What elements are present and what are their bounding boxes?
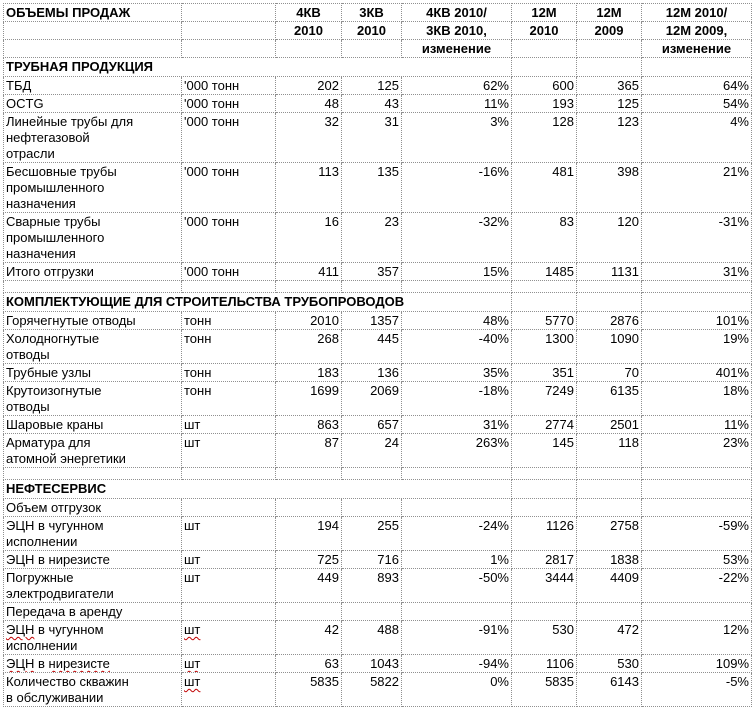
value-cell[interactable]: -94% xyxy=(402,655,512,673)
value-cell[interactable]: 365 xyxy=(577,77,642,95)
column-header-cell[interactable]: 2009 xyxy=(577,22,642,40)
row-label-text: Шаровые краны xyxy=(6,417,104,432)
value-cell[interactable]: 481 xyxy=(512,163,577,213)
misspelled-word: шт xyxy=(184,622,201,637)
value-cell[interactable] xyxy=(342,499,402,517)
value-cell[interactable]: 893 xyxy=(342,569,402,603)
value-cell[interactable]: 5835 xyxy=(276,673,342,707)
table-row xyxy=(4,213,752,263)
row-label[interactable] xyxy=(4,416,182,434)
spacer-cell xyxy=(182,281,276,293)
value-cell[interactable]: 1699 xyxy=(276,382,342,416)
row-label-text: ЭЦН в нирезисте xyxy=(6,656,110,671)
column-header-cell[interactable]: 4КВ xyxy=(276,4,342,22)
value-cell[interactable] xyxy=(402,499,512,517)
value-cell[interactable]: 12% xyxy=(642,621,752,655)
row-label[interactable] xyxy=(4,621,182,655)
value-cell[interactable]: 2774 xyxy=(512,416,577,434)
value-cell[interactable]: 54% xyxy=(642,95,752,113)
value-cell[interactable]: 32 xyxy=(276,113,342,163)
row-label-text: Погружные электродвигатели xyxy=(6,570,114,601)
row-label[interactable] xyxy=(4,364,182,382)
column-header-cell[interactable] xyxy=(577,40,642,58)
column-header-cell[interactable]: 3КВ xyxy=(342,4,402,22)
unit-cell[interactable]: тонн xyxy=(182,312,276,330)
misspelled-word: шт xyxy=(184,656,201,671)
value-cell[interactable]: -24% xyxy=(402,517,512,551)
spacer-cell xyxy=(402,468,512,480)
value-cell[interactable]: 263% xyxy=(402,434,512,468)
section-title-pad-cell xyxy=(642,293,752,312)
value-cell[interactable]: 411 xyxy=(276,263,342,281)
row-label-text: ЭЦН в чугунном исполнении xyxy=(6,622,104,653)
table-row xyxy=(4,312,752,330)
value-cell[interactable]: 398 xyxy=(577,163,642,213)
section-title-pad-cell xyxy=(577,293,642,312)
value-cell[interactable]: 113 xyxy=(276,163,342,213)
value-cell[interactable] xyxy=(642,603,752,621)
column-header-cell[interactable]: изменение xyxy=(642,40,752,58)
misspelled-word: ЭЦН xyxy=(6,622,35,637)
value-cell[interactable]: 11% xyxy=(402,95,512,113)
table-row xyxy=(4,330,752,364)
value-cell[interactable]: 128 xyxy=(512,113,577,163)
section-title[interactable]: КОМПЛЕКТУЮЩИЕ ДЛЯ СТРОИТЕЛЬСТВА ТРУБОПРОВОДОВ xyxy=(4,293,512,312)
value-cell[interactable]: 43 xyxy=(342,95,402,113)
unit-cell[interactable]: шт xyxy=(182,551,276,569)
section-title-pad-cell xyxy=(577,58,642,77)
value-cell[interactable]: 63 xyxy=(276,655,342,673)
value-cell[interactable]: 31% xyxy=(642,263,752,281)
value-cell[interactable]: 23% xyxy=(642,434,752,468)
section-title[interactable]: НЕФТЕСЕРВИС xyxy=(4,480,512,499)
header-unit-empty-cell xyxy=(182,22,276,40)
value-cell[interactable]: 0% xyxy=(402,673,512,707)
spacer-cell xyxy=(402,281,512,293)
value-cell[interactable]: 401% xyxy=(642,364,752,382)
table-row xyxy=(4,551,752,569)
table-row xyxy=(4,364,752,382)
value-cell[interactable]: 3444 xyxy=(512,569,577,603)
value-cell[interactable]: 31% xyxy=(402,416,512,434)
section-header-row xyxy=(4,480,752,499)
value-cell[interactable]: 4409 xyxy=(577,569,642,603)
unit-cell[interactable]: шт xyxy=(182,434,276,468)
value-cell[interactable]: 1485 xyxy=(512,263,577,281)
value-cell[interactable] xyxy=(276,603,342,621)
spacer-cell xyxy=(342,468,402,480)
unit-cell[interactable] xyxy=(182,603,276,621)
header-unit-empty-cell xyxy=(182,4,276,22)
row-label[interactable] xyxy=(4,113,182,163)
unit-cell[interactable]: '000 тонн xyxy=(182,95,276,113)
unit-cell[interactable]: шт xyxy=(182,517,276,551)
subsection-title[interactable] xyxy=(4,499,182,517)
column-header-cell[interactable]: 12М 2009, xyxy=(642,22,752,40)
column-header-cell[interactable]: 2010 xyxy=(342,22,402,40)
row-label[interactable] xyxy=(4,569,182,603)
value-cell[interactable]: 1131 xyxy=(577,263,642,281)
spacer-cell xyxy=(577,281,642,293)
row-label[interactable] xyxy=(4,382,182,416)
misspelled-word: шт xyxy=(184,674,201,689)
value-cell[interactable]: 1126 xyxy=(512,517,577,551)
value-cell[interactable]: 125 xyxy=(342,77,402,95)
value-cell[interactable]: 2817 xyxy=(512,551,577,569)
table-row xyxy=(4,434,752,468)
value-cell[interactable]: 1300 xyxy=(512,330,577,364)
row-label-text: ЭЦН в чугунном исполнении xyxy=(6,518,104,549)
spacer-cell xyxy=(342,281,402,293)
spacer-cell xyxy=(512,468,577,480)
section-title-pad-cell xyxy=(512,480,577,499)
row-label-text: Бесшовные трубы промышленного назначения xyxy=(6,164,117,211)
value-cell[interactable]: 657 xyxy=(342,416,402,434)
table-row xyxy=(4,621,752,655)
value-cell[interactable]: 183 xyxy=(276,364,342,382)
value-cell[interactable] xyxy=(642,499,752,517)
row-label[interactable] xyxy=(4,655,182,673)
spacer-cell xyxy=(577,468,642,480)
value-cell[interactable]: -32% xyxy=(402,213,512,263)
sales-table xyxy=(3,3,752,707)
row-label-text: Трубные узлы xyxy=(6,365,92,380)
value-cell[interactable]: 70 xyxy=(577,364,642,382)
value-cell[interactable]: 35% xyxy=(402,364,512,382)
column-header-cell[interactable]: 4КВ 2010/ xyxy=(402,4,512,22)
table-row xyxy=(4,416,752,434)
subsection-row xyxy=(4,499,752,517)
section-title-pad-cell xyxy=(512,293,577,312)
value-cell[interactable]: 11% xyxy=(642,416,752,434)
value-cell[interactable]: 488 xyxy=(342,621,402,655)
unit-cell[interactable]: тонн xyxy=(182,330,276,364)
section-header-row xyxy=(4,58,752,77)
table-row xyxy=(4,517,752,551)
value-cell[interactable]: 120 xyxy=(577,213,642,263)
value-cell[interactable]: 194 xyxy=(276,517,342,551)
value-cell[interactable]: -31% xyxy=(642,213,752,263)
value-cell[interactable]: 15% xyxy=(402,263,512,281)
row-label[interactable] xyxy=(4,213,182,263)
value-cell[interactable] xyxy=(577,603,642,621)
value-cell[interactable]: 716 xyxy=(342,551,402,569)
row-label[interactable] xyxy=(4,312,182,330)
row-label-text: Объем отгрузок xyxy=(6,500,102,515)
value-cell[interactable]: -5% xyxy=(642,673,752,707)
row-label-text: ТБД xyxy=(6,78,32,93)
value-cell[interactable]: -18% xyxy=(402,382,512,416)
section-title-pad-cell xyxy=(512,58,577,77)
column-header-cell[interactable]: 2010 xyxy=(276,22,342,40)
spacer-cell xyxy=(642,468,752,480)
unit-cell[interactable] xyxy=(182,655,276,673)
value-cell[interactable]: 2758 xyxy=(577,517,642,551)
row-label-text: OCTG xyxy=(6,96,44,111)
value-cell[interactable]: 48 xyxy=(276,95,342,113)
value-cell[interactable]: 18% xyxy=(642,382,752,416)
value-cell[interactable]: 600 xyxy=(512,77,577,95)
value-cell[interactable]: -91% xyxy=(402,621,512,655)
row-label[interactable] xyxy=(4,263,182,281)
value-cell[interactable]: 3% xyxy=(402,113,512,163)
value-cell[interactable]: -59% xyxy=(642,517,752,551)
row-label[interactable] xyxy=(4,434,182,468)
unit-cell[interactable]: '000 тонн xyxy=(182,77,276,95)
value-cell[interactable]: 53% xyxy=(642,551,752,569)
value-cell[interactable]: -50% xyxy=(402,569,512,603)
value-cell[interactable]: 1% xyxy=(402,551,512,569)
column-header-cell[interactable]: 2010 xyxy=(512,22,577,40)
value-cell[interactable]: 1838 xyxy=(577,551,642,569)
value-cell[interactable]: 1043 xyxy=(342,655,402,673)
value-cell[interactable]: 42 xyxy=(276,621,342,655)
value-cell[interactable]: 255 xyxy=(342,517,402,551)
value-cell[interactable]: 7249 xyxy=(512,382,577,416)
value-cell[interactable]: 16 xyxy=(276,213,342,263)
unit-cell[interactable] xyxy=(182,499,276,517)
spacer-cell xyxy=(276,468,342,480)
column-header-cell[interactable] xyxy=(512,40,577,58)
value-cell[interactable]: 24 xyxy=(342,434,402,468)
value-cell[interactable]: 64% xyxy=(642,77,752,95)
value-cell[interactable]: 351 xyxy=(512,364,577,382)
value-cell[interactable]: -16% xyxy=(402,163,512,213)
value-cell[interactable]: 2876 xyxy=(577,312,642,330)
value-cell[interactable]: 6135 xyxy=(577,382,642,416)
row-label-text: Сварные трубы промышленного назначения xyxy=(6,214,105,261)
row-label-text: Арматура для атомной энергетики xyxy=(6,435,126,466)
value-cell[interactable]: 101% xyxy=(642,312,752,330)
column-header-cell[interactable]: изменение xyxy=(402,40,512,58)
value-cell[interactable] xyxy=(342,603,402,621)
value-cell[interactable] xyxy=(512,603,577,621)
column-header-cell[interactable] xyxy=(276,40,342,58)
value-cell[interactable]: 2069 xyxy=(342,382,402,416)
row-label[interactable] xyxy=(4,163,182,213)
unit-cell[interactable] xyxy=(182,673,276,707)
value-cell[interactable]: 5835 xyxy=(512,673,577,707)
table-row xyxy=(4,95,752,113)
column-header-cell[interactable]: 3КВ 2010, xyxy=(402,22,512,40)
row-label[interactable] xyxy=(4,517,182,551)
unit-cell[interactable]: '000 тонн xyxy=(182,213,276,263)
value-cell[interactable]: -40% xyxy=(402,330,512,364)
table-row xyxy=(4,673,752,707)
table-row xyxy=(4,113,752,163)
unit-cell[interactable]: тонн xyxy=(182,382,276,416)
unit-cell[interactable]: '000 тонн xyxy=(182,263,276,281)
table-row xyxy=(4,263,752,281)
value-cell[interactable]: 530 xyxy=(512,621,577,655)
header-unit-empty-cell xyxy=(182,40,276,58)
unit-cell[interactable]: тонн xyxy=(182,364,276,382)
table-row xyxy=(4,382,752,416)
value-cell[interactable]: 23 xyxy=(342,213,402,263)
value-cell[interactable]: 19% xyxy=(642,330,752,364)
value-cell[interactable]: 109% xyxy=(642,655,752,673)
misspelled-word: ЭЦН xyxy=(6,656,35,671)
value-cell[interactable]: 449 xyxy=(276,569,342,603)
subsection-row xyxy=(4,603,752,621)
header-row xyxy=(4,40,752,58)
spacer-cell xyxy=(4,468,182,480)
value-cell[interactable]: 4% xyxy=(642,113,752,163)
value-cell[interactable]: 123 xyxy=(577,113,642,163)
row-label-text: Количество скважин в обслуживании xyxy=(6,674,129,705)
row-label[interactable] xyxy=(4,95,182,113)
value-cell[interactable] xyxy=(276,499,342,517)
value-cell[interactable]: 472 xyxy=(577,621,642,655)
value-cell[interactable] xyxy=(577,499,642,517)
table-title[interactable]: ОБЪЕМЫ ПРОДАЖ xyxy=(4,4,182,22)
value-cell[interactable]: 2010 xyxy=(276,312,342,330)
spacer-cell xyxy=(512,281,577,293)
row-label[interactable] xyxy=(4,673,182,707)
table-row xyxy=(4,569,752,603)
value-cell[interactable]: 125 xyxy=(577,95,642,113)
header-row xyxy=(4,22,752,40)
header-row xyxy=(4,4,752,22)
value-cell[interactable]: 863 xyxy=(276,416,342,434)
section-header-row xyxy=(4,293,752,312)
value-cell[interactable]: 202 xyxy=(276,77,342,95)
value-cell[interactable] xyxy=(512,499,577,517)
value-cell[interactable]: 62% xyxy=(402,77,512,95)
value-cell[interactable] xyxy=(402,603,512,621)
value-cell[interactable]: 21% xyxy=(642,163,752,213)
row-label-text: Итого отгрузки xyxy=(6,264,94,279)
section-title-pad-cell xyxy=(642,58,752,77)
value-cell[interactable]: -22% xyxy=(642,569,752,603)
row-label[interactable] xyxy=(4,551,182,569)
unit-cell[interactable]: '000 тонн xyxy=(182,163,276,213)
value-cell[interactable]: 5770 xyxy=(512,312,577,330)
row-label-text: Холодногнутые отводы xyxy=(6,331,100,362)
value-cell[interactable]: 1106 xyxy=(512,655,577,673)
row-label-text: Передача в аренду xyxy=(6,604,123,619)
spacer-cell xyxy=(642,281,752,293)
value-cell[interactable]: 268 xyxy=(276,330,342,364)
row-label-text: ЭЦН в нирезисте xyxy=(6,552,110,567)
section-title-pad-cell xyxy=(577,480,642,499)
row-label-text: Линейные трубы для нефтегазовой отрасли xyxy=(6,114,134,161)
sales-table-body xyxy=(4,4,752,707)
spacer-cell xyxy=(276,281,342,293)
value-cell[interactable]: 357 xyxy=(342,263,402,281)
value-cell[interactable]: 118 xyxy=(577,434,642,468)
table-row xyxy=(4,77,752,95)
row-label-text: Крутоизогнутые отводы xyxy=(6,383,102,414)
value-cell[interactable]: 145 xyxy=(512,434,577,468)
header-empty-cell xyxy=(4,22,182,40)
section-title-pad-cell xyxy=(642,480,752,499)
subsection-title[interactable] xyxy=(4,603,182,621)
value-cell[interactable]: 1357 xyxy=(342,312,402,330)
unit-cell[interactable] xyxy=(182,621,276,655)
value-cell[interactable]: 5822 xyxy=(342,673,402,707)
spacer-row xyxy=(4,468,752,480)
value-cell[interactable]: 445 xyxy=(342,330,402,364)
section-title[interactable]: ТРУБНАЯ ПРОДУКЦИЯ xyxy=(4,58,512,77)
row-label-text: Горячегнутые отводы xyxy=(6,313,136,328)
header-empty-cell xyxy=(4,40,182,58)
value-cell[interactable]: 2501 xyxy=(577,416,642,434)
column-header-cell[interactable]: 12М xyxy=(512,4,577,22)
value-cell[interactable]: 135 xyxy=(342,163,402,213)
column-header-cell[interactable] xyxy=(342,40,402,58)
table-row xyxy=(4,655,752,673)
value-cell[interactable]: 1090 xyxy=(577,330,642,364)
value-cell[interactable]: 31 xyxy=(342,113,402,163)
table-row xyxy=(4,163,752,213)
column-header-cell[interactable]: 12М xyxy=(577,4,642,22)
value-cell[interactable]: 83 xyxy=(512,213,577,263)
unit-cell[interactable]: '000 тонн xyxy=(182,113,276,163)
spacer-cell xyxy=(4,281,182,293)
value-cell[interactable]: 48% xyxy=(402,312,512,330)
misspelled-word: нирезисте xyxy=(48,656,110,671)
value-cell[interactable]: 6143 xyxy=(577,673,642,707)
value-cell[interactable]: 725 xyxy=(276,551,342,569)
row-label[interactable] xyxy=(4,330,182,364)
row-label[interactable] xyxy=(4,77,182,95)
value-cell[interactable]: 136 xyxy=(342,364,402,382)
unit-cell[interactable]: шт xyxy=(182,416,276,434)
spacer-row xyxy=(4,281,752,293)
value-cell[interactable]: 193 xyxy=(512,95,577,113)
value-cell[interactable]: 87 xyxy=(276,434,342,468)
spacer-cell xyxy=(182,468,276,480)
column-header-cell[interactable]: 12М 2010/ xyxy=(642,4,752,22)
unit-cell[interactable]: шт xyxy=(182,569,276,603)
value-cell[interactable]: 530 xyxy=(577,655,642,673)
